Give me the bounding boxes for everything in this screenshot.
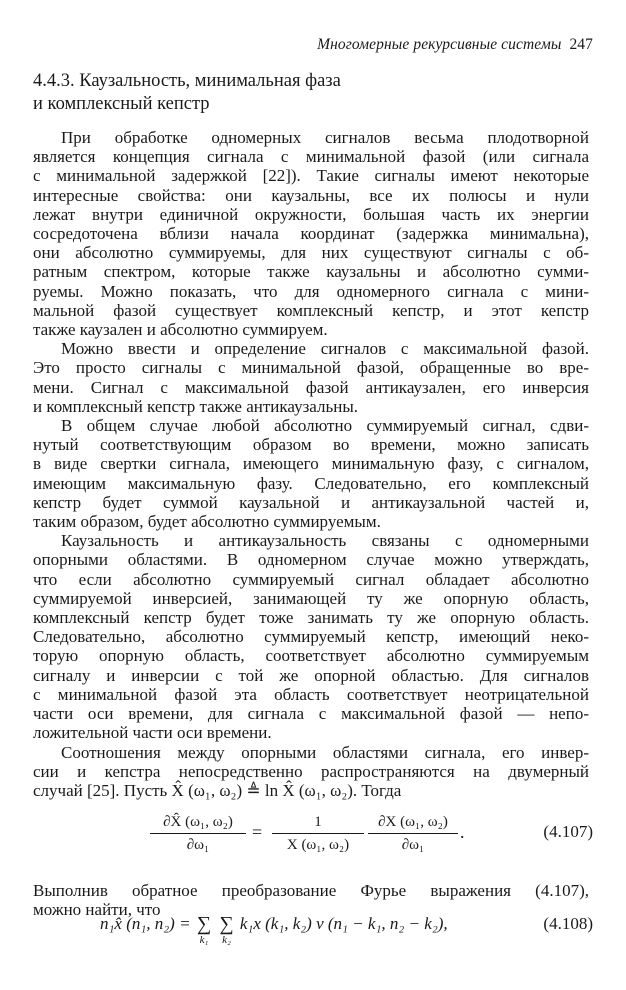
paragraph [33, 128, 589, 339]
text-line: комплексный кепстр будет тоже занимать ту же опорную область. [33, 608, 589, 628]
mid-denominator: X (ω₁, ω₂) [286, 837, 350, 853]
equation-label-4-108: (4.108) [543, 914, 593, 933]
equation-period: . [460, 822, 465, 842]
text-line: Следовательно, абсолютно суммируемый кепстр, имеющий неко- [33, 627, 589, 647]
text-line: Выполнив обратное преобразование Фурье выражения (4.107), [33, 881, 589, 900]
sum-k2: ∑ k₂ [219, 913, 234, 946]
text-line: что если абсолютно суммируемый сигнал обладает абсолютно [33, 569, 589, 589]
text-line: таким образом, будет абсолютно суммируемым. [33, 512, 381, 532]
paragraph [33, 339, 589, 416]
paragraph [33, 743, 589, 801]
text-line: случай [25]. Пусть X̂ (ω₁, ω₂) ≜ ln X̂ (ω₁, ω₂). Тогда [33, 780, 402, 800]
sum-k1: ∑ k₁ [196, 913, 212, 946]
text-line: нутый соответствующим образом во времени, можно записать [33, 435, 589, 455]
text-line: и комплексный кепстр также антикаузальны. [33, 396, 358, 416]
text-line: суммируемой инверсией, занимающей ту же опорную область, [33, 588, 589, 608]
text-line: лежат внутри единичной окружности, большая часть их энергии [33, 204, 589, 224]
paragraph [33, 531, 589, 742]
text-line: мальной фазой существует комплексный кепстр, и этот кепстр [33, 300, 589, 320]
text-line: Соотношения между опорными областями сигнала, его инвер- [61, 742, 589, 762]
text-line: интересные свойства: они каузальны, все их полюсы и нули [33, 185, 589, 205]
section-title-line-2: и комплексный кепстр [33, 94, 210, 114]
text-line: с минимальной задержкой [22]). Такие сигналы имеют некоторые [33, 166, 589, 186]
equation-rhs-fraction [368, 812, 458, 855]
text-line: В общем случае любой абсолютно суммируемый сигнал, сдви- [61, 416, 589, 436]
equation-4-108 [0, 910, 626, 960]
text-line: мени. Сигнал с максимальной фазой антикаузален, его инверсия [33, 377, 589, 397]
lhs-denominator: ∂ω₁ [186, 837, 210, 853]
equation-4-107 [0, 812, 626, 862]
text-line: с минимальной фазой эта область соответствует неотрицательной [33, 684, 589, 704]
text-line: кепстр будет суммой каузальной и антикаузальной частей и, [33, 492, 589, 512]
text-line: сии и кепстра непосредственно распространяются на двумерный [33, 761, 589, 781]
text-line: торую опорную область, соответствует абсолютно суммируемым [33, 646, 589, 666]
running-head [317, 36, 593, 54]
text-line: они абсолютно суммируемы, для них существуют сигналы с об- [33, 243, 589, 263]
text-line: имеющим максимальную фазу. Следовательно, его комплексный [33, 473, 589, 493]
text-line: является концепция сигнала с минимальной фазой (или сигнала [33, 147, 589, 167]
equation-lhs-fraction [150, 812, 246, 855]
rhs-denominator: ∂ω₁ [401, 837, 425, 853]
text-line: части оси времени, для сигнала с максимальной фазой — непо- [33, 704, 589, 724]
text-line: руемы. Можно показать, что для одномерного сигнала с мини- [33, 281, 589, 301]
mid-numerator: 1 [314, 814, 322, 830]
text-line: можно найти, что [33, 900, 161, 920]
text-line: При обработке одномерных сигналов весьма плодотворной [61, 128, 589, 147]
text-line: опорными областями. В одномерном случае можно утверждать, [33, 550, 589, 570]
section-title-line-1: 4.4.3. Каузальность, минимальная фаза [33, 71, 341, 91]
text-line: Можно ввести и определение сигналов с максимальной фазой. [61, 339, 589, 359]
equation-mid-fraction [272, 812, 364, 855]
equation-label-4-107: (4.107) [543, 822, 593, 841]
rhs-numerator: ∂X (ω₁, ω₂) [378, 814, 448, 830]
text-line: Каузальность и антикаузальность связаны с одномерными [61, 531, 589, 551]
eq2-lhs: n₁x̂ (n₁, n₂) = [100, 914, 191, 933]
page-number: 247 [569, 36, 593, 53]
text-line: также каузален и абсолютно суммируем. [33, 320, 328, 340]
text-line: ложительной части оси времени. [33, 723, 272, 743]
text-line: сосредоточена вблизи начала координат (задержка минимальна), [33, 224, 589, 244]
text-line: в виде свертки сигнала, имеющего минимальную фазу, с сигналом, [33, 454, 589, 474]
text-line: Это просто сигналы с минимальной фазой, обращенные во вре- [33, 358, 589, 378]
text-line: ратным спектром, которые также каузальны и абсолютно сумми- [33, 262, 589, 282]
text-line: сигналу и инверсии с той же опорной областью. Для сигналов [33, 665, 589, 685]
eq2-rhs: k₁x (k₁, k₂) v (n₁ − k₁, n₂ − k₂), [239, 914, 448, 933]
section-title [33, 70, 573, 116]
running-head-title: Многомерные рекурсивные системы [317, 36, 562, 53]
lhs-numerator: ∂X̂ (ω₁, ω₂) [163, 814, 233, 830]
body-text [33, 128, 589, 800]
paragraph [33, 416, 589, 531]
equals-sign: = [252, 822, 263, 842]
